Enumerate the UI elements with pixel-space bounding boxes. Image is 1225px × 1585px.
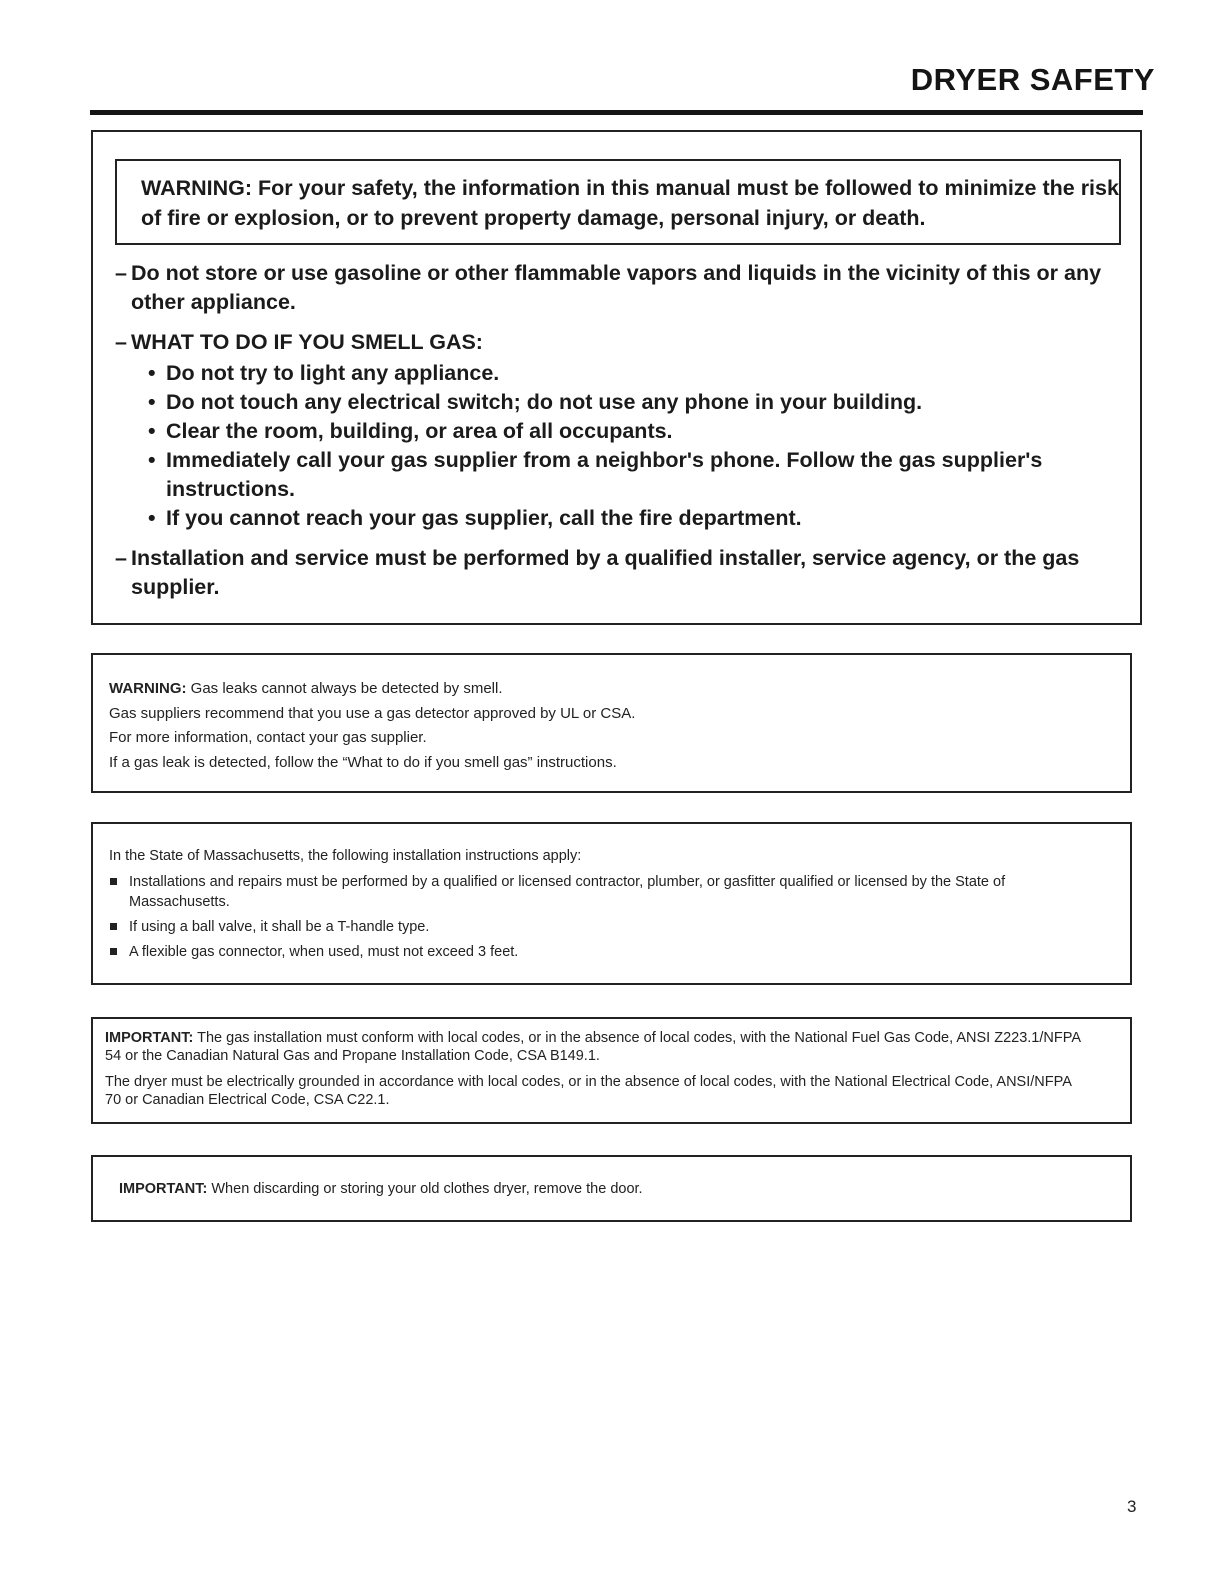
massachusetts-item xyxy=(109,942,1130,962)
dash-marker: – xyxy=(115,261,127,285)
gas-leak-line: Gas suppliers recommend that you use a gas detector approved by UL or CSA. xyxy=(109,704,636,722)
page-title: DRYER SAFETY xyxy=(910,62,1155,97)
gas-step xyxy=(131,359,1125,388)
important-para xyxy=(105,1029,1090,1065)
gas-leak-text: Gas leaks cannot always be detected by smell. xyxy=(190,680,503,697)
massachusetts-list xyxy=(109,872,1130,962)
important-para: The dryer must be electrically grounded in accordance with local codes, or in the absence of local codes, with the National Electrical Code, ANSI/NFPA 70 or Canadian Electrical Code, CSA C22.1. xyxy=(105,1074,1072,1108)
massachusetts-item xyxy=(109,917,1130,937)
warning-item-installation xyxy=(115,544,1125,602)
square-bullet xyxy=(110,878,117,885)
massachusetts-item-text: Installations and repairs must be performed by a qualified or licensed contractor, plumber, or gasfitter qualified or licensed by the State of Massachusetts. xyxy=(129,874,1006,910)
gas-leak-warning-box xyxy=(91,653,1132,793)
gas-leak-line: If a gas leak is detected, follow the “What to do if you smell gas” instructions. xyxy=(109,753,617,771)
gas-steps-list xyxy=(131,359,1125,533)
bullet-dot: • xyxy=(148,390,156,414)
massachusetts-item-text: If using a ball valve, it shall be a T-handle type. xyxy=(129,919,430,935)
massachusetts-item xyxy=(109,872,1130,912)
gas-step-text: Do not try to light any appliance. xyxy=(166,361,500,385)
page-number: 3 xyxy=(1127,1497,1137,1516)
main-warning-box xyxy=(91,130,1142,625)
gas-step-text: Do not touch any electrical switch; do not use any phone in your building. xyxy=(166,390,923,414)
warning-item-heading: WHAT TO DO IF YOU SMELL GAS: xyxy=(131,330,483,354)
gas-step xyxy=(131,417,1125,446)
warning-item-flammables xyxy=(115,259,1125,317)
gas-leak-line xyxy=(109,677,1130,702)
important-text: The gas installation must conform with local codes, or in the absence of local codes, with the National Fuel Gas Code, ANSI Z223.1/NFPA 54 or the Canadian Natural Gas and Propane Installation Code, CSA B149.1. xyxy=(105,1030,1081,1064)
title-rule xyxy=(90,110,1143,115)
dash-marker: – xyxy=(115,330,127,354)
bullet-dot: • xyxy=(148,361,156,385)
gas-step-text: Clear the room, building, or area of all occupants. xyxy=(166,419,673,443)
massachusetts-intro: In the State of Massachusetts, the following installation instructions apply: xyxy=(109,848,582,864)
warning-item-text: Do not store or use gasoline or other flammable vapors and liquids in the vicinity of this or any other appliance. xyxy=(131,261,1102,314)
dash-marker: – xyxy=(115,546,127,570)
warning-list xyxy=(115,259,1125,613)
bullet-dot: • xyxy=(148,448,156,472)
important-codes-box xyxy=(91,1017,1132,1124)
important-label: IMPORTANT: xyxy=(119,1181,208,1197)
warning-item-smell-gas xyxy=(115,328,1125,533)
warning-statement: WARNING: For your safety, the information in this manual must be followed to minimize the risk of fire or explosion, or to prevent property damage, personal injury, or death. xyxy=(115,159,1121,245)
square-bullet xyxy=(110,948,117,955)
gas-step xyxy=(131,388,1125,417)
warning-label: WARNING: xyxy=(109,680,187,697)
important-label: IMPORTANT: xyxy=(105,1030,194,1046)
gas-step-text: Immediately call your gas supplier from a neighbor's phone. Follow the gas supplier's instructions. xyxy=(166,448,1043,501)
massachusetts-item-text: A flexible gas connector, when used, must not exceed 3 feet. xyxy=(129,944,519,960)
warning-item-text: Installation and service must be performed by a qualified installer, service agency, or the gas supplier. xyxy=(131,546,1080,599)
gas-step-text: If you cannot reach your gas supplier, call the fire department. xyxy=(166,506,802,530)
massachusetts-box xyxy=(91,822,1132,985)
door-removal-text: When discarding or storing your old clothes dryer, remove the door. xyxy=(211,1181,643,1197)
square-bullet xyxy=(110,923,117,930)
door-removal-box xyxy=(91,1155,1132,1222)
bullet-dot: • xyxy=(148,419,156,443)
gas-step xyxy=(131,504,1125,533)
gas-step xyxy=(131,446,1125,504)
gas-leak-line: For more information, contact your gas supplier. xyxy=(109,729,427,746)
bullet-dot: • xyxy=(148,506,156,530)
